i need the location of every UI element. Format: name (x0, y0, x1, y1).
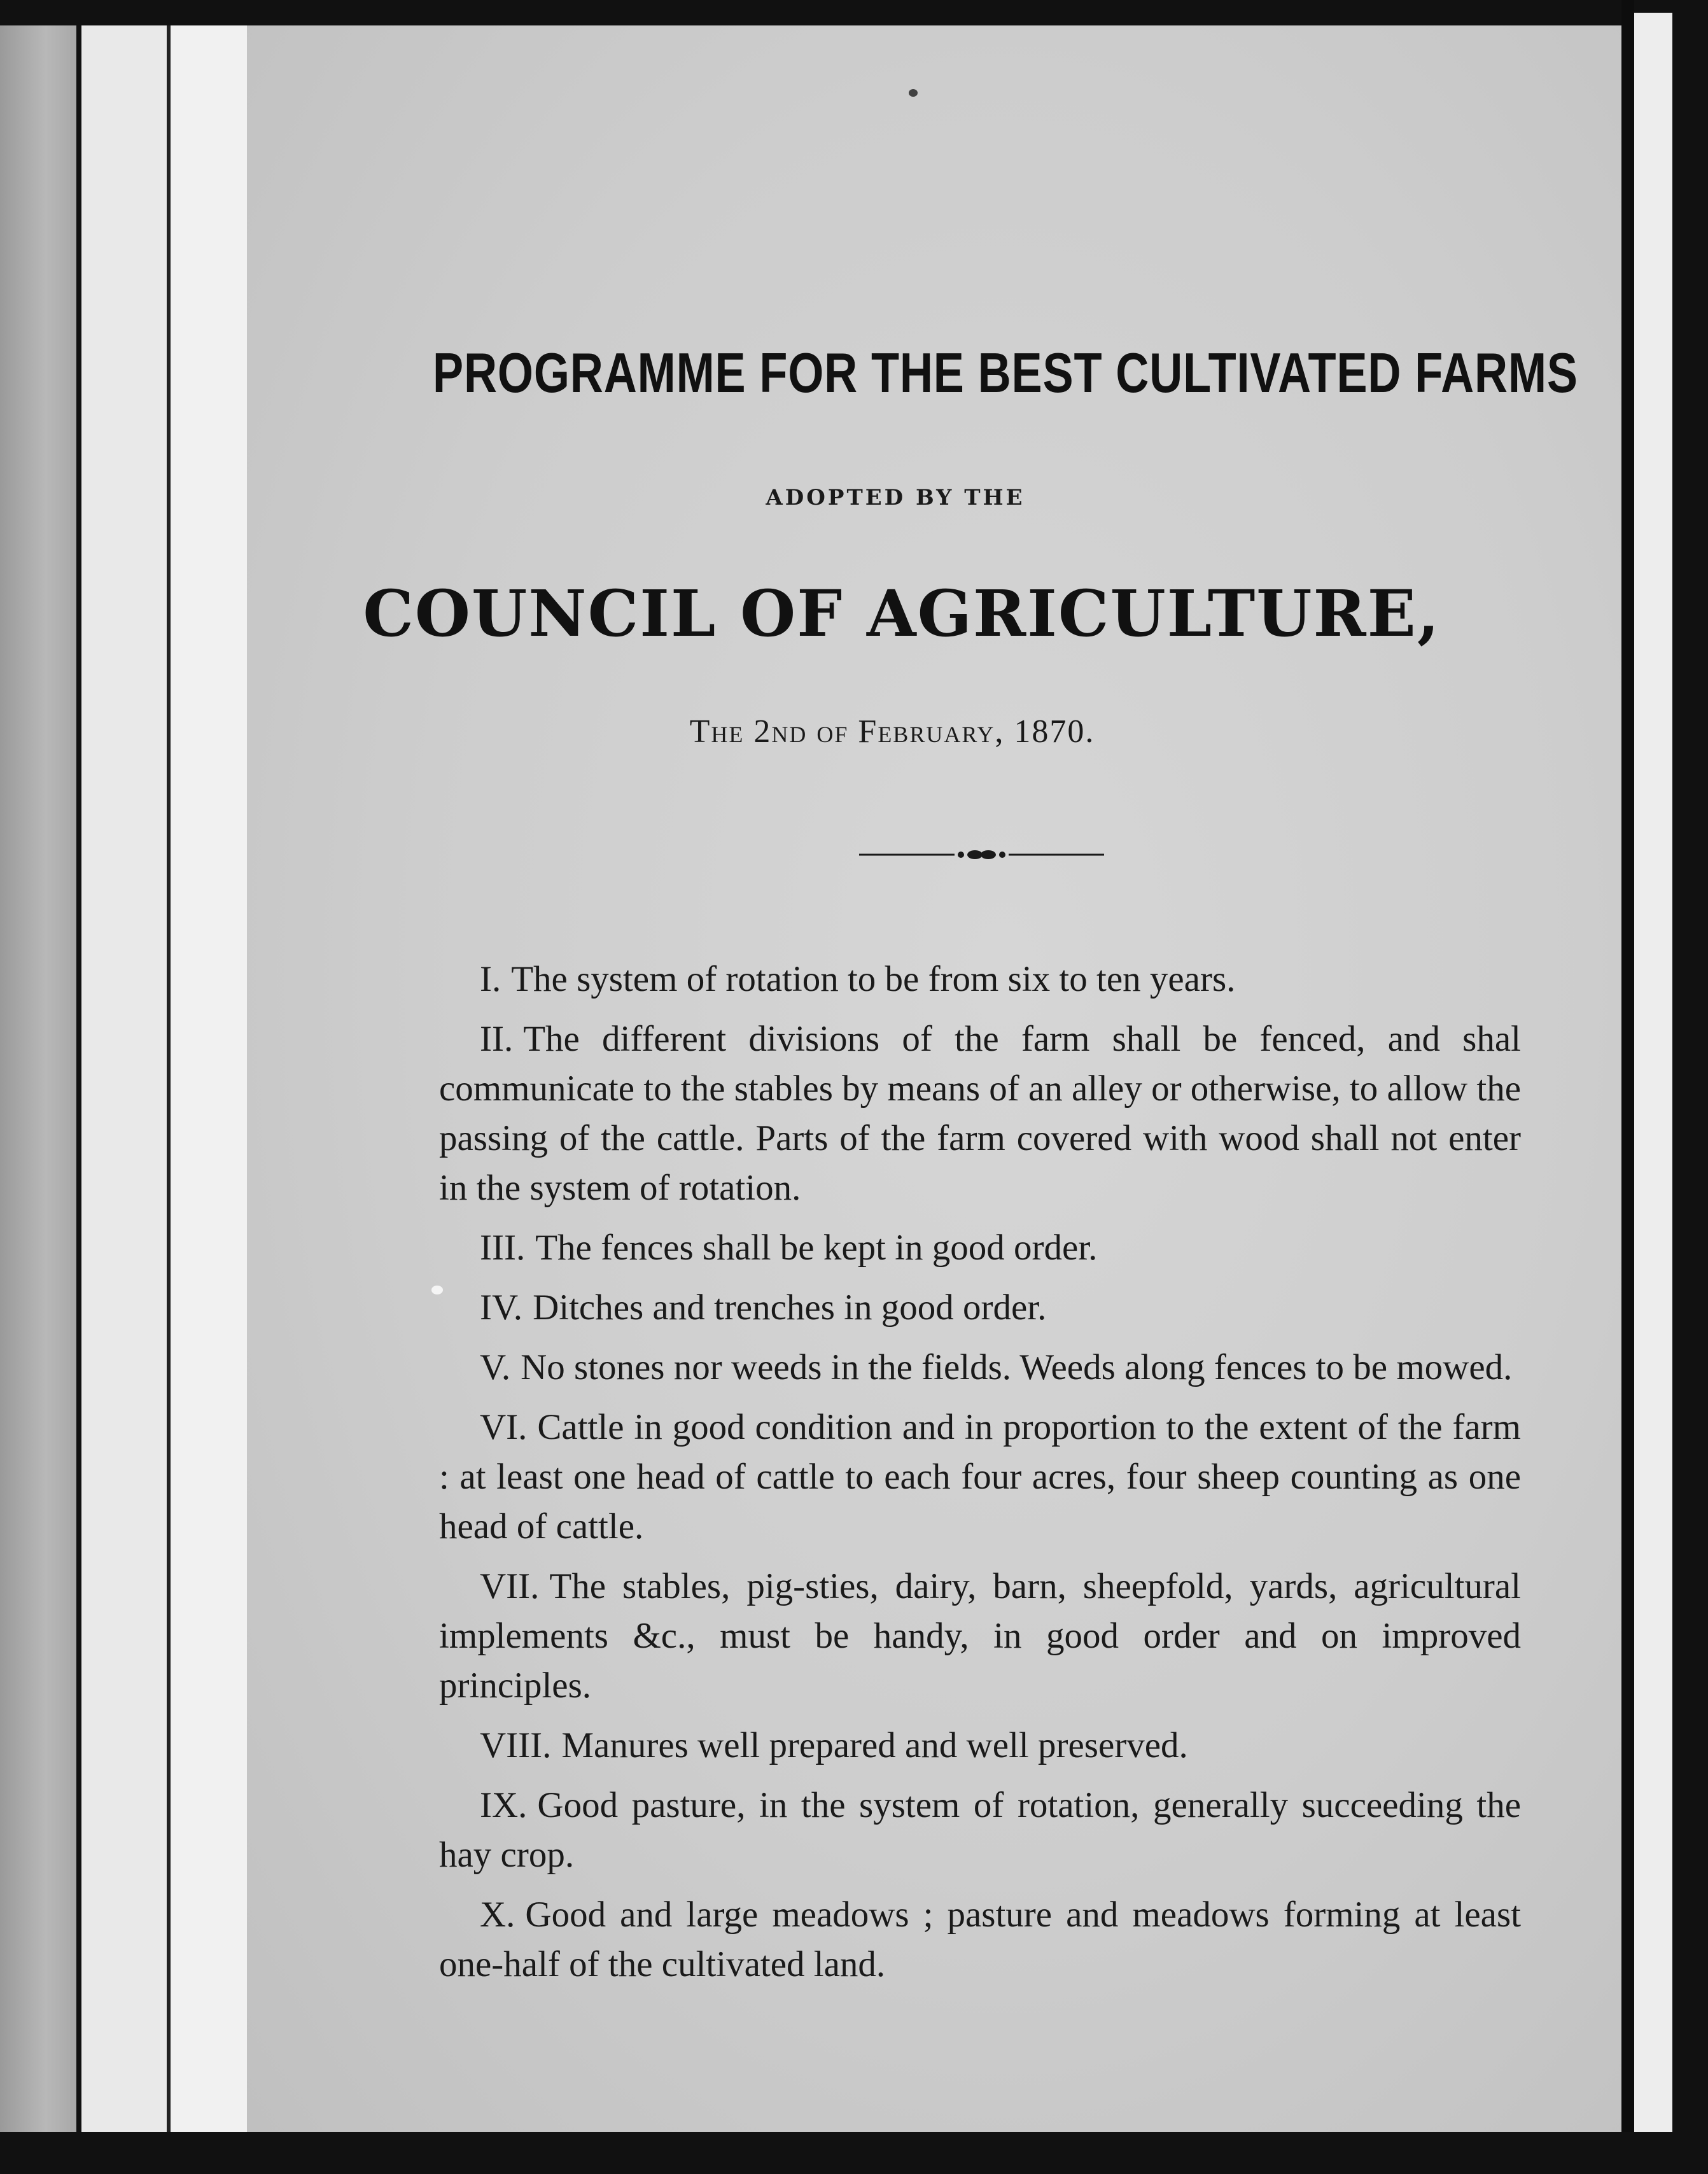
rule-item (439, 1343, 1521, 1392)
scan-border-far-right (1672, 0, 1708, 2174)
rule-text: Cattle in good condition and in proportion to the extent of the farm : at least one head of cattle to each four acres, four sheep counting as one head of cattle. (439, 1407, 1521, 1546)
adopted-by-line: ADOPTED BY THE (766, 485, 1025, 510)
ink-spot (909, 89, 918, 97)
rule-numeral: V. (480, 1347, 511, 1387)
rule-numeral: III. (480, 1228, 526, 1268)
rule-item (439, 1223, 1521, 1273)
adjacent-page-strip (0, 25, 76, 2151)
document-title: PROGRAMME FOR THE BEST CULTIVATED FARMS (433, 341, 1578, 404)
rule-item (439, 1283, 1521, 1333)
rule-text: The different divisions of the farm shall be fenced, and shal communicate to the stables by means of an alley or otherwise, to allow the passing of the cattle. Parts of the farm covered with wood shall not enter in the system of rotation. (439, 1019, 1522, 1208)
rule-item (439, 1781, 1521, 1880)
rule-numeral: VI. (480, 1407, 528, 1447)
rule-text: The system of rotation to be from six to ten years. (511, 959, 1236, 999)
rule-numeral: IV. (480, 1287, 523, 1328)
rule-item (439, 1403, 1521, 1552)
scan-border-bottom (0, 2132, 1708, 2174)
council-heading: COUNCIL OF AGRICULTURE, (363, 576, 1441, 651)
rule-numeral: IX. (480, 1785, 528, 1825)
rule-item (439, 1890, 1521, 1989)
date-line: The 2nd of February, 1870. (689, 713, 1095, 750)
rule-item (439, 955, 1521, 1004)
page-gutter (81, 25, 167, 2151)
rule-item (439, 1014, 1521, 1213)
page-edge-strip (1634, 13, 1672, 2138)
rule-text: Manures well prepared and well preserved. (561, 1725, 1188, 1765)
page-gutter-inner (171, 25, 247, 2151)
rule-text: The fences shall be kept in good order. (535, 1228, 1098, 1268)
rule-numeral: X. (480, 1895, 515, 1935)
rule-numeral: VIII. (480, 1725, 552, 1765)
rule-numeral: VII. (480, 1566, 540, 1606)
rule-text: The stables, pig-sties, dairy, barn, sheepfold, yards, agricultural implements &c., must be handy, in good order and on improved principles. (439, 1566, 1521, 1706)
scan-border-right (1621, 0, 1634, 2174)
rule-item (439, 1721, 1521, 1771)
rule-text: Ditches and trenches in good order. (533, 1287, 1047, 1328)
rule-text: Good pasture, in the system of rotation, generally succeeding the hay crop. (439, 1785, 1521, 1875)
rule-text: Good and large meadows ; pasture and meadows forming at least one-half of the cultivated land. (439, 1895, 1521, 1984)
rules-list (439, 955, 1521, 2000)
ornamental-rule (859, 840, 1104, 869)
rule-numeral: I. (480, 959, 501, 999)
rule-numeral: II. (480, 1019, 514, 1059)
rule-item (439, 1562, 1521, 1711)
scan-border-top (0, 0, 1708, 25)
rule-text: No stones nor weeds in the fields. Weeds along fences to be mowed. (521, 1347, 1513, 1387)
